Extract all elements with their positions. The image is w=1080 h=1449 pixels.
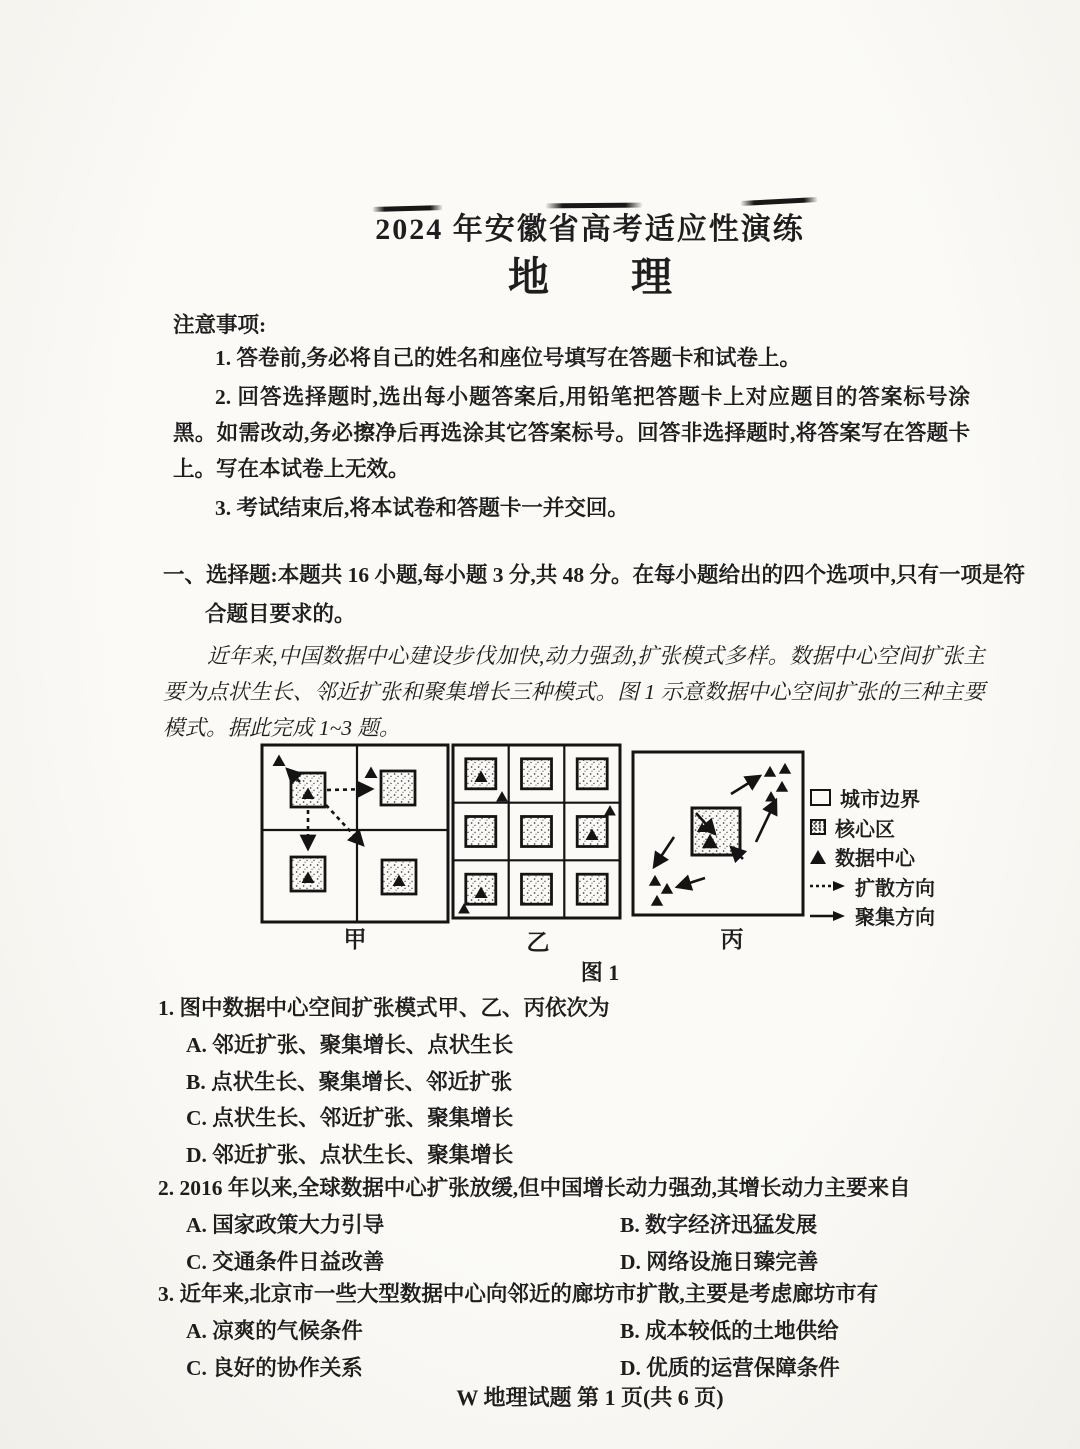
question-2 [158, 1169, 982, 1280]
option-d: D. 网络设施日臻完善 [620, 1249, 819, 1274]
notice-item-2: 2. 回答选择题时,选出每小题答案后,用铅笔把答题卡上对应题目的答案标号涂黑。如需改动,务必擦净后再选涂其它答案标号。回答非选择题时,将答案写在答题卡上。写在本试卷上无效。 [173, 385, 970, 481]
legend-label: 数据中心 [835, 848, 915, 871]
section-header: 一、选择题:本题共 16 小题,每小题 3 分,共 48 分。在每小题给出的四个选项中,只有一项是符合题目要求的。 [163, 563, 1025, 626]
notice-list [173, 340, 970, 529]
panel-label-jia: 甲 [343, 927, 367, 952]
exam-title: 2024 年安徽省高考适应性演练 [375, 213, 805, 246]
option-b: B. 点状生长、聚集增长、邻近扩张 [186, 1069, 513, 1094]
solid-arrow-icon [810, 910, 846, 922]
panel-yi [453, 745, 620, 918]
option-c: C. 点状生长、邻近扩张、聚集增长 [186, 1106, 514, 1131]
notice-item-1: 1. 答卷前,务必将自己的姓名和座位号填写在答题卡和试卷上。 [215, 346, 801, 370]
intro-paragraph: 近年来,中国数据中心建设步伐加快,动力强劲,扩张模式多样。数据中心空间扩张主要为点状生长、邻近扩张和聚集增长三种模式。图 1 示意数据中心空间扩张的三种主要模式。据此完成 1~3 题。 [163, 644, 985, 740]
option-d: D. 邻近扩张、点状生长、聚集增长 [186, 1142, 514, 1167]
legend-row-agglomeration [810, 901, 935, 931]
page-footer: W 地理试题 第 1 页(共 6 页) [456, 1385, 724, 1410]
panel-jia [262, 745, 448, 922]
triangle-icon [810, 850, 826, 864]
option-c: C. 交通条件日益改善 [186, 1249, 385, 1274]
question-text: 1. 图中数据中心空间扩张模式甲、乙、丙依次为 [158, 996, 610, 1020]
question-1 [158, 989, 982, 1173]
question-text: 2. 2016 年以来,全球数据中心扩张放缓,但中国增长动力强劲,其增长动力主要来自 [158, 1176, 911, 1200]
dashed-arrow-icon [810, 880, 846, 892]
question-1-options [158, 1027, 982, 1173]
figure-legend [810, 783, 935, 931]
legend-label: 核心区 [835, 818, 895, 841]
option-a: A. 国家政策大力引导 [186, 1213, 385, 1237]
legend-row-city-boundary [810, 783, 935, 813]
option-b: B. 成本较低的土地供给 [620, 1319, 839, 1343]
panel-label-bing: 丙 [720, 927, 744, 952]
option-d: D. 优质的运营保障条件 [620, 1355, 840, 1380]
option-a: A. 邻近扩张、聚集增长、点状生长 [186, 1033, 514, 1057]
option-c: C. 良好的协作关系 [186, 1355, 363, 1380]
legend-label: 城市边界 [840, 789, 920, 812]
figure-caption: 图 1 [580, 960, 620, 985]
panel-bing [633, 752, 803, 915]
legend-label: 聚集方向 [855, 907, 935, 930]
legend-row-diffusion [810, 872, 935, 902]
option-a: A. 凉爽的气候条件 [186, 1319, 363, 1343]
question-2-options [158, 1207, 982, 1280]
legend-row-core-zone [810, 813, 935, 843]
legend-row-data-center [810, 842, 935, 872]
square-outline-icon [810, 789, 831, 806]
notice-item-3: 3. 考试结束后,将本试卷和答题卡一并交回。 [215, 496, 629, 520]
subject-title: 地 理 [508, 254, 672, 300]
option-b: B. 数字经济迅猛发展 [620, 1213, 818, 1237]
notice-heading: 注意事项: [173, 313, 267, 337]
speckled-square-icon [810, 819, 826, 835]
panel-label-yi: 乙 [526, 930, 550, 955]
question-text: 3. 近年来,北京市一些大型数据中心向邻近的廊坊市扩散,主要是考虑廊坊市有 [158, 1282, 879, 1306]
question-3-options [158, 1313, 982, 1386]
question-3 [158, 1275, 982, 1386]
legend-label: 扩散方向 [855, 877, 935, 900]
